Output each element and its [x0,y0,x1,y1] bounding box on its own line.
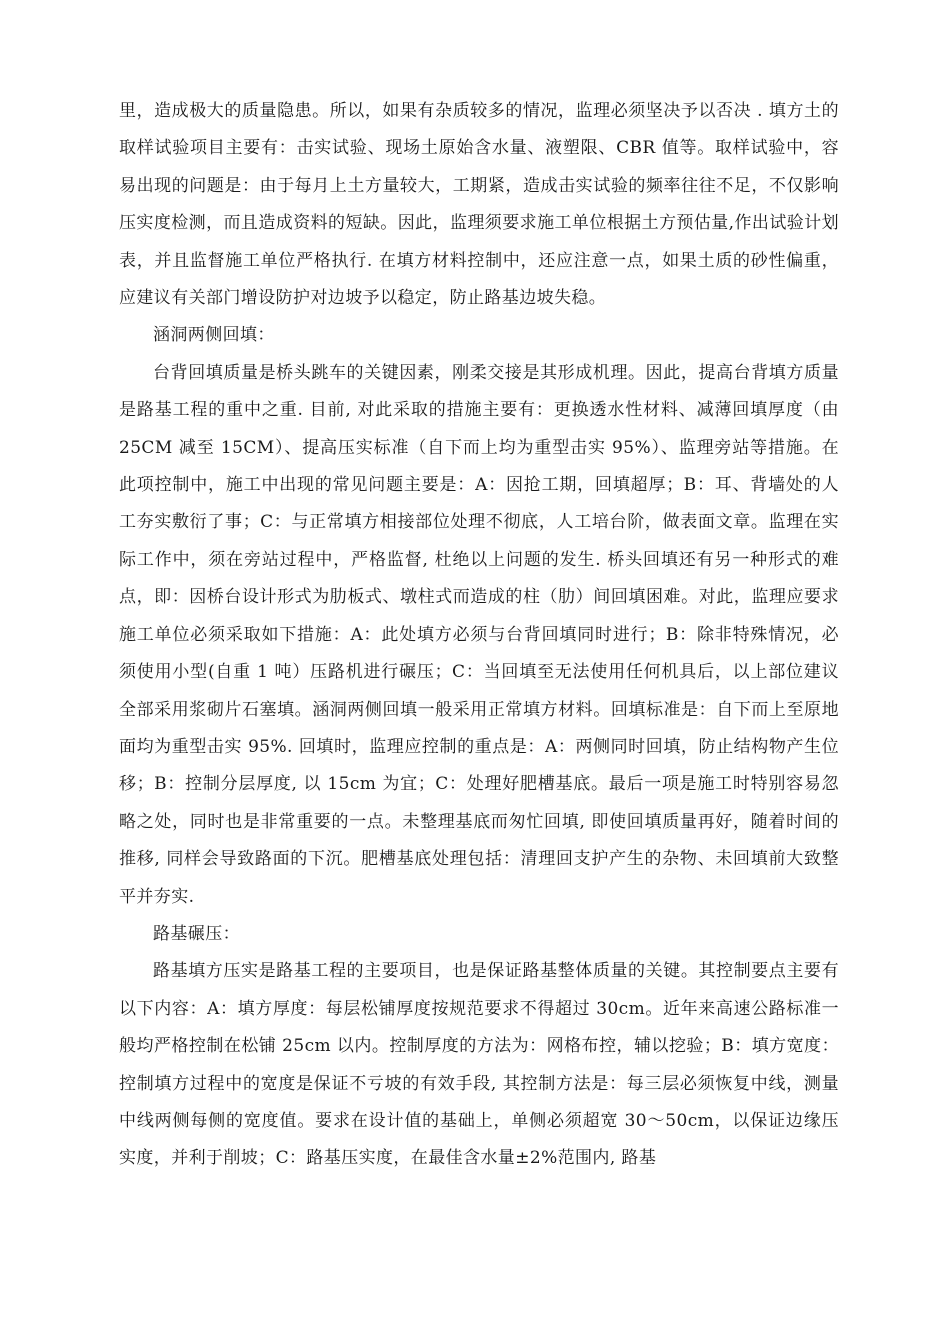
heading-subgrade-compaction: 路基碾压： [153,923,240,944]
paragraph-subgrade-compaction: 路基填方压实是路基工程的主要项目，也是保证路基整体质量的关键。其控制要点主要有以下内容：A：填方厚度：每层松铺厚度按规范要求不得超过 30cm。近年来高速公路标准一般均严格控制在松铺 25cm 以内。控制厚度的方法为：网格布控，辅以挖验；B：填方宽度：控制填方过程中的宽度是保证不亏坡的有效手段, 其控制方法是：每三层必须恢复中线，测量中线两侧每侧的宽度值。要求在设计值的基础上，单侧必须超宽 30～50cm，以保证边缘压实度，并利于削坡；C：路基压实度，在最佳含水量±2%范围内, 路基 [119,961,839,1169]
paragraph-abutment-backfill: 台背回填质量是桥头跳车的关键因素，刚柔交接是其形成机理。因此，提高台背填方质量是路基工程的重中之重. 目前, 对此采取的措施主要有：更换透水性材料、减薄回填厚度（由 25CM 减至 15CM）、提高压实标准（自下而上均为重型击实 95%）、监理旁站等措施。在此项控制中，施工中出现的常见问题主要是：A：因抢工期，回填超厚；B：耳、背墙处的人工夯实敷衍了事；C：与正常填方相接部位处理不彻底，人工培台阶，做表面文章。监理在实际工作中，须在旁站过程中，严格监督, 杜绝以上问题的发生. 桥头回填还有另一种形式的难点，即：因桥台设计形式为肋板式、墩柱式而造成的柱（肋）间回填困难。对此，监理应要求施工单位必须采取如下措施：A：此处填方必须与台背回填同时进行；B：除非特殊情况，必须使用小型(自重 1 吨）压路机进行碾压；C：当回填至无法使用任何机具后，以上部位建议全部采用浆砌片石塞填。涵洞两侧回填一般采用正常填方材料。回填标准是：自下而上至原地面均为重型击实 95%. 回填时，监理应控制的重点是：A：两侧同时回填，防止结构物产生位移；B：控制分层厚度, 以 15cm 为宜；C：处理好肥槽基底。最后一项是施工时特别容易忽略之处，同时也是非常重要的一点。未整理基底而匆忙回填, 即使回填质量再好，随着时间的推移, 同样会导致路面的下沉。肥槽基底处理包括：清理回支护产生的杂物、未回填前大致整平并夯实. [119,362,839,907]
paragraph-quality-hazard: 里，造成极大的质量隐患。所以，如果有杂质较多的情况，监理必须坚决予以否决 . 填方土的取样试验项目主要有：击实试验、现场土原始含水量、液塑限、CBR 值等。取样试验中，容易出现的问题是：由于每月上土方量较大，工期紧，造成击实试验的频率往往不足，不仅影响压实度检测，而且造成资料的短缺。因此，监理须要求施工单位根据土方预估量,作出试验计划表，并且监督施工单位严格执行. 在填方材料控制中，还应注意一点，如果土质的砂性偏重，应建议有关部门增设防护对边坡予以稳定，防止路基边坡失稳。 [119,101,839,309]
heading-culvert-backfill: 涵洞两侧回填： [153,325,275,346]
document-body [119,93,839,1178]
